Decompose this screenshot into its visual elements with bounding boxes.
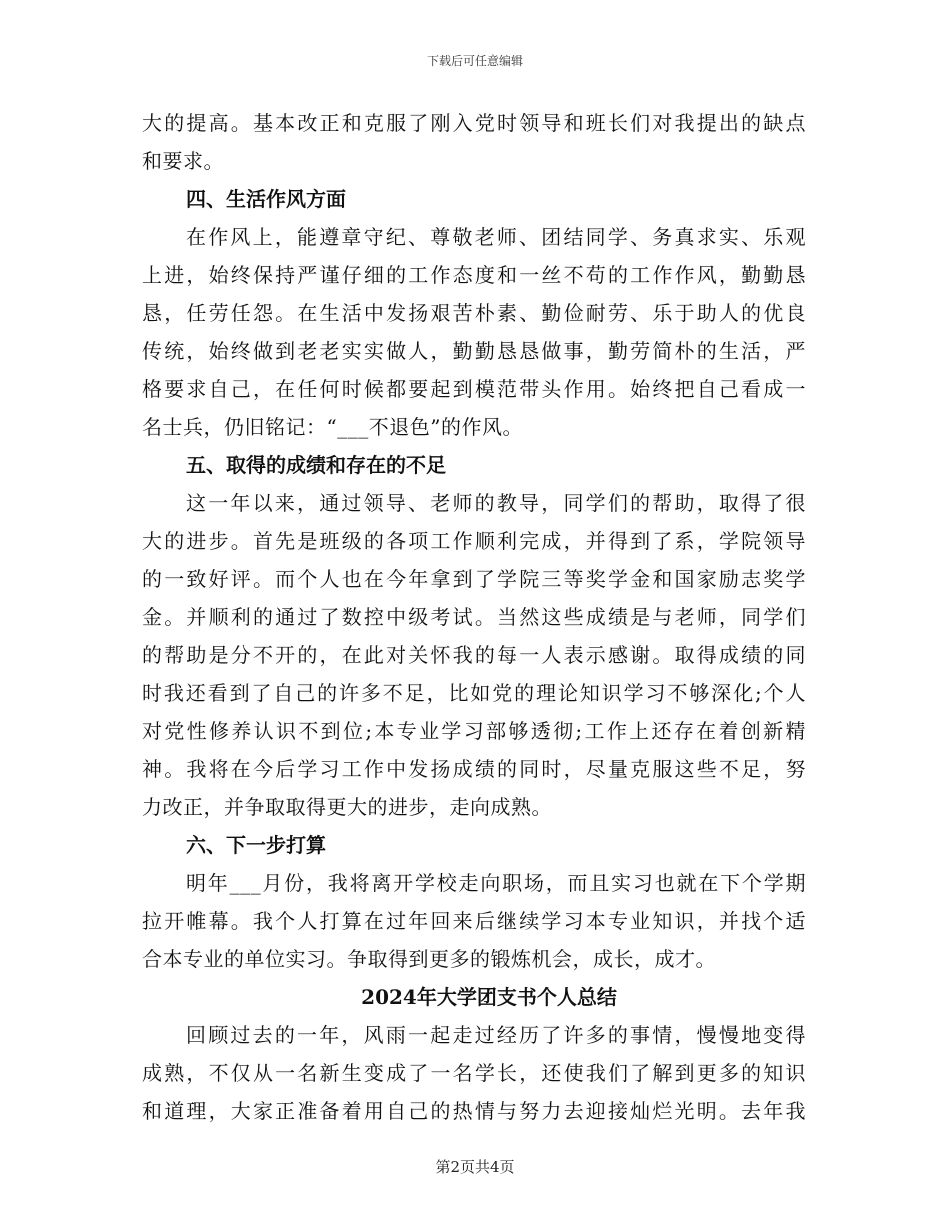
body-line: 神。我将在今后学习工作中发扬成绩的同时，尽量克服这些不足，努 — [142, 757, 806, 781]
section-heading: 六、下一步打算 — [186, 833, 326, 857]
body-line: 对党性修养认识不到位;本专业学习部够透彻;工作上还存在着创新精 — [142, 719, 806, 743]
body-line: 格要求自己，在任何时候都要起到模范带头作用。始终把自己看成一 — [142, 377, 806, 401]
body-line: 大的提高。基本改正和克服了刚入党时领导和班长们对我提出的缺点 — [142, 111, 806, 135]
paragraph-first-line: 回顾过去的一年，风雨一起走过经历了许多的事情，慢慢地变得 — [186, 1023, 806, 1047]
section-heading: 四、生活作风方面 — [186, 187, 346, 211]
body-line: 的一致好评。而个人也在今年拿到了学院三等奖学金和国家励志奖学 — [142, 567, 806, 591]
body-line: 成熟，不仅从一名新生变成了一名学长，还使我们了解到更多的知识 — [142, 1061, 806, 1085]
body-line: 和要求。 — [142, 149, 224, 173]
body-line: 恳，任劳任怨。在生活中发扬艰苦朴素、勤俭耐劳、乐于助人的优良 — [142, 301, 806, 325]
body-line: 时我还看到了自己的许多不足，比如党的理论知识学习不够深化;个人 — [142, 681, 806, 705]
document-body — [142, 104, 806, 1130]
paragraph-first-line: 明年___月份，我将离开学校走向职场，而且实习也就在下个学期 — [186, 871, 806, 895]
body-line: 名士兵，仍旧铭记：“___不退色”的作风。 — [142, 415, 523, 439]
body-line: 金。并顺利的通过了数控中级考试。当然这些成绩是与老师，同学们 — [142, 605, 806, 629]
body-line: 力改正，并争取取得更大的进步，走向成熟。 — [142, 795, 552, 819]
page-number-footer: 第2页共4页 — [435, 1158, 515, 1176]
body-line: 大的进步。首先是班级的各项工作顺利完成，并得到了系，学院领导 — [142, 529, 806, 553]
paragraph-first-line: 在作风上，能遵章守纪、尊敬老师、团结同学、务真求实、乐观 — [186, 225, 806, 249]
body-line: 合本专业的单位实习。争取得到更多的锻炼机会，成长，成才。 — [142, 947, 716, 971]
body-line: 和道理，大家正准备着用自己的热情与努力去迎接灿烂光明。去年我 — [142, 1099, 806, 1123]
section-heading: 五、取得的成绩和存在的不足 — [186, 453, 446, 477]
body-line: 传统，始终做到老老实实做人，勤勤恳恳做事，勤劳简朴的生活，严 — [142, 339, 806, 363]
paragraph-first-line: 这一年以来，通过领导、老师的教导，同学们的帮助，取得了很 — [186, 491, 806, 515]
body-line: 拉开帷幕。我个人打算在过年回来后继续学习本专业知识，并找个适 — [142, 909, 806, 933]
document-title: 2024年大学团支书个人总结 — [361, 985, 617, 1009]
body-line: 的帮助是分不开的，在此对关怀我的每一人表示感谢。取得成绩的同 — [142, 643, 806, 667]
page-header: 下载后可任意编辑 — [426, 54, 523, 68]
body-line: 上进，始终保持严谨仔细的工作态度和一丝不苟的工作作风，勤勤恳 — [142, 263, 806, 287]
